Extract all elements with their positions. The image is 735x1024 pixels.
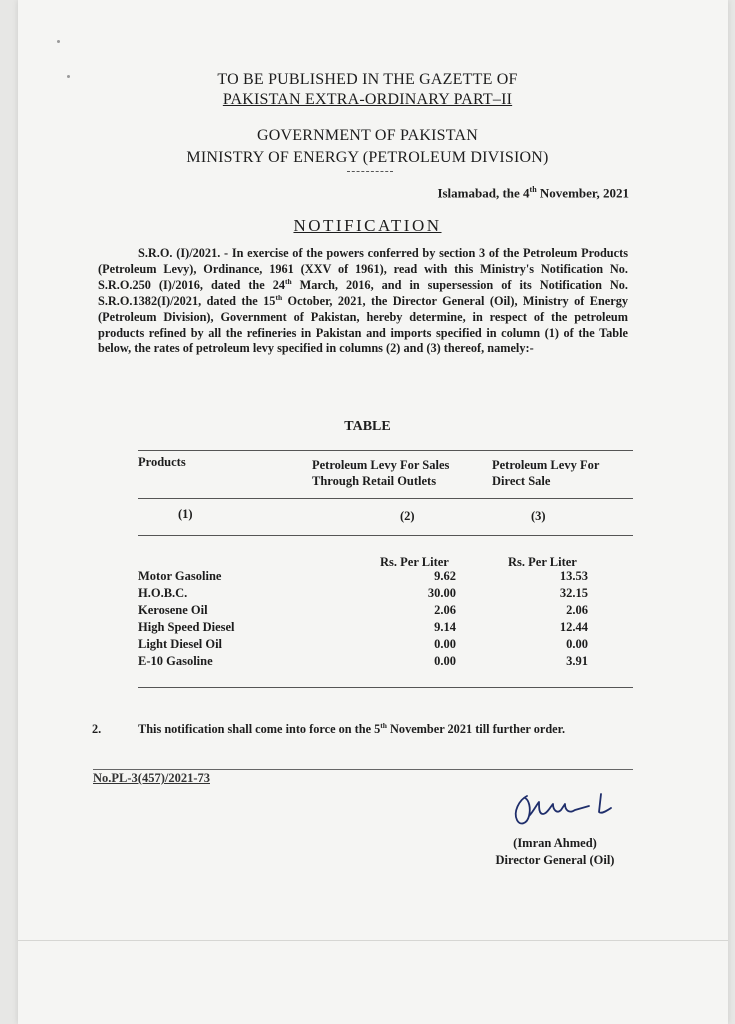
gazette-line-2: PAKISTAN EXTRA-ORDINARY PART–II (222, 91, 513, 108)
signatory-title: Director General (Oil) (495, 853, 615, 867)
header-retail-levy: Petroleum Levy For Sales Through Retail Outlets (312, 458, 450, 488)
col-number-1: (1) (178, 507, 193, 521)
signatory-name: (Imran Ahmed) (513, 836, 597, 850)
product-name: H.O.B.C. (138, 586, 188, 600)
direct-levy: 3.91 (566, 654, 588, 668)
main-paragraph (98, 246, 628, 357)
paragraph-2-text (138, 721, 646, 737)
paragraph-2-text-b: November 2021 till further order. (386, 722, 566, 736)
place-date-suffix: November, 2021 (536, 185, 629, 201)
table-bottom-rule (138, 687, 633, 688)
page-fold-line (18, 940, 728, 941)
heading-separator (347, 171, 393, 172)
header-bottom-rule (138, 498, 633, 499)
product-name: Light Diesel Oil (138, 637, 223, 651)
col-number-2: (2) (400, 509, 415, 523)
product-name: E-10 Gasoline (138, 654, 213, 668)
gazette-heading (0, 70, 735, 110)
notification-title: NOTIFICATION (293, 216, 442, 235)
retail-levy: 9.62 (434, 569, 456, 583)
paragraph-sup-1: th (285, 276, 292, 286)
direct-levy: 13.53 (559, 569, 588, 583)
table-row (0, 636, 735, 653)
unit-direct: Rs. Per Liter (508, 555, 577, 569)
table-row (0, 585, 735, 602)
gazette-line-1: TO BE PUBLISHED IN THE GAZETTE OF (217, 71, 518, 88)
product-name: Kerosene Oil (138, 603, 208, 617)
table-row (0, 568, 735, 585)
retail-levy: 0.00 (434, 654, 456, 668)
reference-number: No.PL-3(457)/2021-73 (93, 771, 210, 785)
government-heading (0, 125, 735, 169)
header-direct-levy: Petroleum Levy For Direct Sale (492, 458, 600, 488)
signature (505, 786, 615, 836)
table-title: TABLE (344, 419, 391, 434)
table-row (0, 653, 735, 670)
speck (57, 40, 60, 43)
place-date-sup: th (529, 185, 537, 194)
paragraph-2-text-a: This notification shall come into force on the 5 (138, 722, 381, 736)
paragraph-text-a: S.R.O. (I)/2021. - In exercise of the powers conferred by section 3 of the Petroleum Products (Petroleum Levy), Ordinance, 1961 (XXV of 1961), read with this Ministry's Notification No. S.R.O.250 (I)/2016, dated the 24 (98, 246, 628, 292)
table-row (0, 602, 735, 619)
paragraph-2-sup: th (380, 720, 387, 730)
col-number-3: (3) (531, 509, 546, 523)
product-name: High Speed Diesel (138, 620, 235, 634)
header-products: Products (138, 455, 186, 469)
table-top-rule (138, 450, 633, 451)
table-rows (0, 568, 735, 670)
ministry-name: MINISTRY OF ENERGY (PETROLEUM DIVISION) (186, 149, 549, 166)
product-name: Motor Gasoline (138, 569, 222, 583)
place-date (437, 185, 629, 201)
col-number-rule (138, 535, 633, 536)
paragraph-number: 2. (92, 722, 102, 736)
direct-levy: 0.00 (566, 637, 588, 651)
retail-levy: 9.14 (434, 620, 456, 634)
government-name: GOVERNMENT OF PAKISTAN (257, 127, 478, 144)
paragraph-sup-2: th (275, 292, 283, 302)
retail-levy: 2.06 (434, 603, 456, 617)
paragraph-text-b: March, 2016, and in supersession of its Notification No. S.R.O.1382(I)/2021, dated the 15 (98, 277, 628, 308)
direct-levy: 2.06 (566, 603, 588, 617)
table-row (0, 619, 735, 636)
direct-levy: 32.15 (559, 586, 588, 600)
direct-levy: 12.44 (559, 620, 588, 634)
unit-retail: Rs. Per Liter (380, 555, 449, 569)
retail-levy: 0.00 (434, 637, 456, 651)
paragraph-text-c: October, 2021, the Director General (Oil), Ministry of Energy (Petroleum Division), Government of Pakistan, hereby determine, in respect of the petroleum products refined by all the refineries in Pakistan and imports specified in column (1) of the Table below, the rates of petroleum levy specified in columns (2) and (3) thereof, namely:- (98, 293, 629, 356)
retail-levy: 30.00 (427, 586, 456, 600)
signatory-block (470, 835, 640, 869)
reference-rule (93, 769, 633, 770)
place-date-prefix: Islamabad, the 4 (437, 185, 530, 201)
